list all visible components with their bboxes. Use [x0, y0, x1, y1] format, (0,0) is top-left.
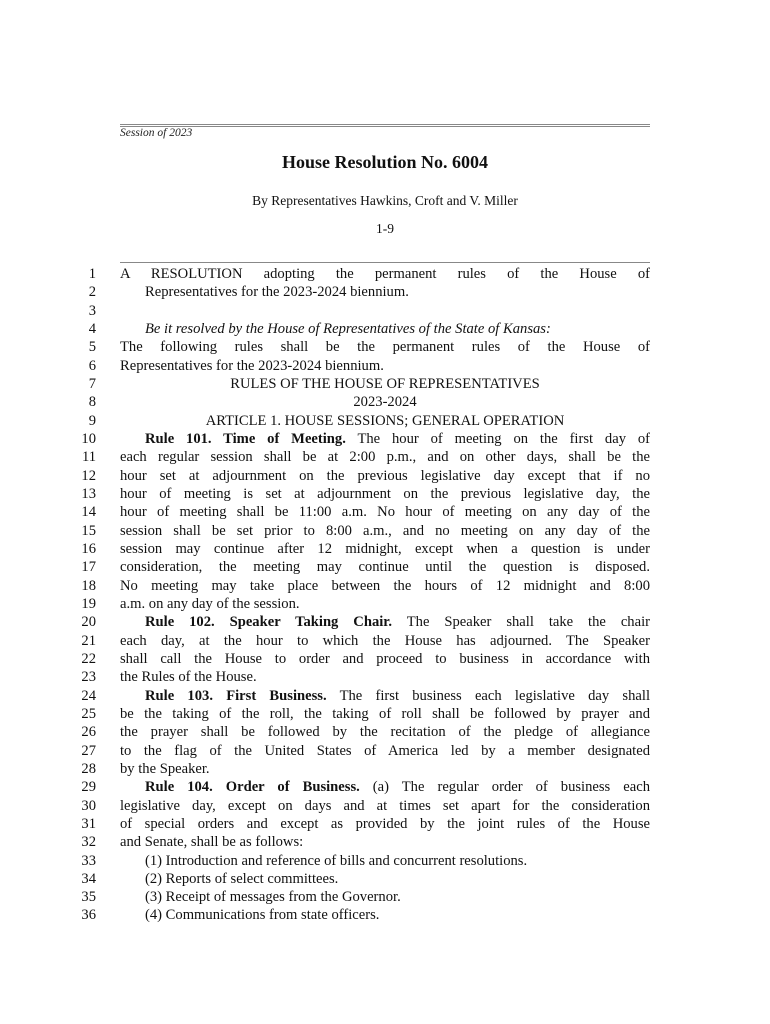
line-number: 33: [81, 852, 96, 869]
section-heading: 2023-2024: [353, 394, 417, 411]
rule-paragraph-start: [120, 687, 650, 705]
body-text: The Speaker shall take the chair: [392, 614, 650, 631]
line-number: 16: [81, 540, 96, 557]
line-21: [0, 632, 770, 650]
line-number: 35: [81, 889, 96, 906]
body-text: The first business each legislative day shall: [326, 687, 650, 704]
line-3: [0, 302, 770, 320]
body-text: No meeting may take place between the hours of 12 midnight and 8:00: [120, 577, 650, 594]
resolution-title-line: Representatives for the 2023-2024 biennium.: [145, 284, 409, 301]
line-number: 11: [81, 449, 96, 466]
line-14: [0, 503, 770, 521]
line-number: 3: [88, 302, 96, 319]
line-35: [0, 888, 770, 906]
line-number: 31: [81, 815, 96, 832]
sponsors-line: By Representatives Hawkins, Croft and V. Miller: [252, 193, 518, 208]
line-10: [0, 430, 770, 448]
line-number: 24: [81, 687, 96, 704]
line-4: [0, 320, 770, 338]
line-number: 17: [81, 559, 96, 576]
body-text: shall call the House to order and proceed to business in accordance with: [120, 650, 650, 667]
line-15: [0, 522, 770, 540]
line-25: [0, 705, 770, 723]
rule-paragraph-start: [120, 430, 650, 448]
resolution-title-line: A RESOLUTION adopting the permanent rules of the House of: [120, 266, 650, 282]
line-number: 5: [88, 339, 96, 356]
line-20: [0, 613, 770, 631]
article-heading: ARTICLE 1. HOUSE SESSIONS; GENERAL OPERATION: [205, 412, 565, 429]
line-1: [0, 265, 770, 283]
line-6: [0, 357, 770, 375]
body-text: hour set at adjournment on the previous legislative day except that if no: [120, 467, 650, 484]
rule-heading: Rule 102. Speaker Taking Chair.: [145, 614, 393, 631]
line-16: [0, 540, 770, 558]
line-number: 14: [81, 504, 96, 521]
line-number: 25: [81, 705, 96, 722]
line-number: 2: [88, 284, 96, 301]
line-number: 18: [81, 577, 96, 594]
line-7: [0, 375, 770, 393]
line-number: 7: [88, 375, 96, 392]
resolving-clause: [120, 320, 650, 338]
line-31: [0, 815, 770, 833]
body-text: and Senate, shall be as follows:: [120, 834, 304, 851]
line-19: [0, 595, 770, 613]
line-number: 15: [81, 522, 96, 539]
resolving-clause-text: Be it resolved by the House of Representatives of the State of Kansas:: [145, 320, 551, 337]
line-number: 30: [81, 797, 96, 814]
line-2: [0, 283, 770, 301]
line-34: [0, 870, 770, 888]
line-number: 8: [88, 394, 96, 411]
line-22: [0, 650, 770, 668]
body-text: consideration, the meeting may continue until the question is disposed.: [120, 559, 650, 576]
line-number: 36: [81, 907, 96, 924]
body-text: The following rules shall be the permanent rules of the House of: [120, 339, 650, 356]
line-12: [0, 467, 770, 485]
line-29: [0, 778, 770, 796]
line-number: 22: [81, 650, 96, 667]
line-number: 32: [81, 834, 96, 851]
line-30: [0, 797, 770, 815]
line-number: 21: [81, 632, 96, 649]
body-text: by the Speaker.: [120, 760, 210, 777]
body-text: of special orders and except as provided by the joint rules of the House: [120, 815, 650, 832]
line-18: [0, 577, 770, 595]
line-28: [0, 760, 770, 778]
line-number: 27: [81, 742, 96, 759]
line-32: [0, 833, 770, 851]
line-24: [0, 687, 770, 705]
section-heading: RULES OF THE HOUSE OF REPRESENTATIVES: [230, 375, 540, 392]
line-number: 4: [88, 320, 96, 337]
line-number: 1: [88, 266, 96, 282]
line-8: [0, 393, 770, 411]
line-number: 9: [88, 412, 96, 429]
line-number: 23: [81, 669, 96, 686]
line-23: [0, 668, 770, 686]
body-text: be the taking of the roll, the taking of roll shall be followed by prayer and: [120, 705, 650, 722]
document-body: [0, 265, 770, 925]
page-title: House Resolution No. 6004: [281, 152, 488, 172]
line-number: 20: [81, 614, 96, 631]
header-rule: [120, 262, 650, 263]
rule-paragraph-start: [120, 778, 650, 796]
date-label: 1-9: [376, 221, 394, 236]
top-rule: [120, 124, 650, 127]
list-item: (3) Receipt of messages from the Governor.: [145, 889, 401, 906]
rule-heading: Rule 101. Time of Meeting.: [145, 430, 346, 447]
body-text: a.m. on any day of the session.: [120, 595, 300, 612]
session-label: Session of 2023: [120, 127, 193, 139]
line-number: 6: [88, 357, 96, 374]
line-number: 13: [81, 485, 96, 502]
line-17: [0, 558, 770, 576]
line-36: [0, 906, 770, 924]
body-text: hour of meeting is set at adjournment on the previous legislative day, the: [120, 485, 650, 502]
line-number: 29: [81, 779, 96, 796]
line-13: [0, 485, 770, 503]
line-27: [0, 742, 770, 760]
body-text: session may continue after 12 midnight, except when a question is under: [120, 540, 650, 557]
list-item: (2) Reports of select committees.: [145, 870, 339, 887]
line-number: 10: [81, 430, 96, 447]
line-number: 19: [81, 595, 96, 612]
body-text: The hour of meeting on the first day of: [345, 430, 650, 447]
body-text: each day, at the hour to which the House has adjourned. The Speaker: [120, 632, 650, 649]
line-number: 34: [81, 870, 96, 887]
line-11: [0, 448, 770, 466]
body-text: each regular session shall be at 2:00 p.m., and on other days, shall be the: [120, 449, 650, 466]
line-number: 28: [81, 760, 96, 777]
line-33: [0, 852, 770, 870]
line-26: [0, 723, 770, 741]
body-text: hour of meeting shall be 11:00 a.m. No hour of meeting on any day of the: [120, 504, 650, 521]
line-number: 26: [81, 724, 96, 741]
body-text: to the flag of the United States of America led by a member designated: [120, 742, 650, 759]
line-5: [0, 338, 770, 356]
body-text: the Rules of the House.: [120, 669, 257, 686]
body-text: Representatives for the 2023-2024 biennium.: [120, 357, 384, 374]
rule-heading: Rule 103. First Business.: [145, 687, 327, 704]
body-text: session shall be set prior to 8:00 a.m., and no meeting on any day of the: [120, 522, 650, 539]
rule-heading: Rule 104. Order of Business.: [145, 779, 360, 796]
list-item: (4) Communications from state officers.: [145, 907, 380, 924]
line-9: [0, 412, 770, 430]
body-text: (a) The regular order of business each: [359, 779, 650, 796]
rule-paragraph-start: [120, 613, 650, 631]
list-item: (1) Introduction and reference of bills and concurrent resolutions.: [145, 852, 528, 869]
body-text: the prayer shall be followed by the recitation of the pledge of allegiance: [120, 724, 650, 741]
line-number: 12: [81, 467, 96, 484]
body-text: legislative day, except on days and at times set apart for the consideration: [120, 797, 650, 814]
